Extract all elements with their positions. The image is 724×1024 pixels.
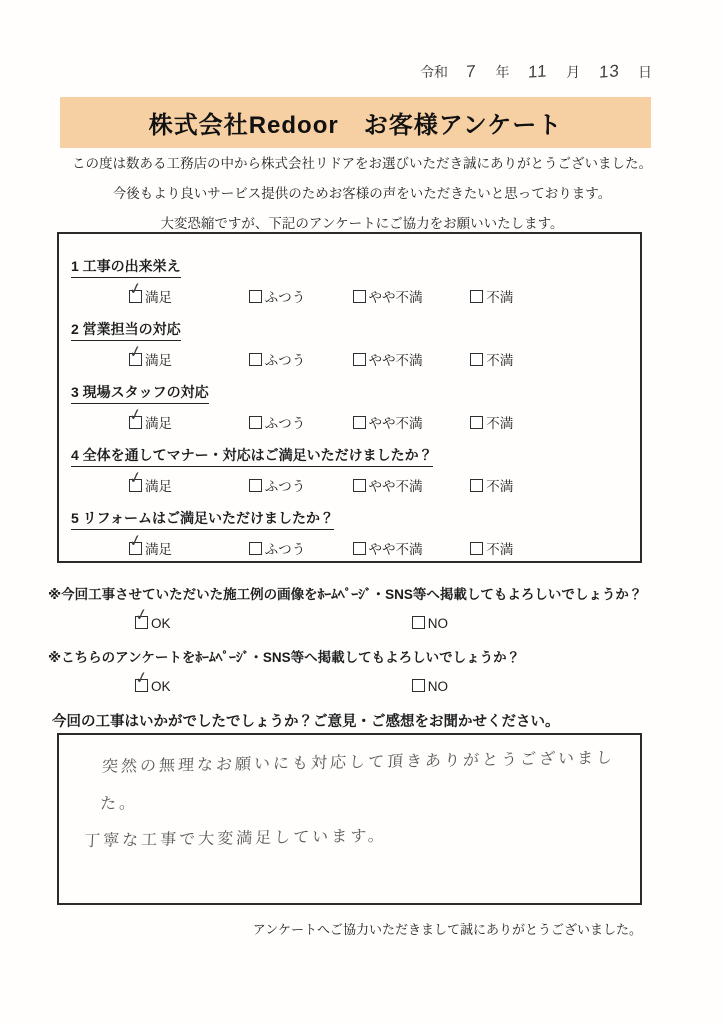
option-satisfied [127,342,245,369]
option-ok [133,605,408,632]
dissatisfied-checkbox[interactable] [470,479,483,492]
option-somewhat-dissatisfied [353,416,467,432]
question-label: 4 全体を通してマナー・対応はご満足いただけましたか？ [71,447,433,467]
option-label: ふつう [264,416,306,431]
era-label: 令和 [420,64,448,80]
permission-section [48,586,668,712]
option-label: やや不満 [368,290,423,305]
day-value-handwritten: 13 [598,61,620,82]
question-block-4 [71,447,640,495]
satisfied-checkbox[interactable] [127,342,144,366]
check-icon: ✓ [127,468,144,489]
normal-checkbox[interactable] [249,353,262,366]
ok-checkbox[interactable] [133,605,150,629]
comment-box[interactable] [57,733,642,905]
option-normal [249,542,349,558]
option-label: 満足 [145,416,172,431]
handwritten-comment [83,739,640,860]
year-value-handwritten: 7 [466,61,478,82]
option-label: やや不満 [368,416,423,431]
options-row [127,468,640,495]
option-dissatisfied [470,479,513,495]
option-ok [133,668,408,695]
option-satisfied [127,279,245,306]
handwritten-comment-line-1: 突然の無理なお願いにも対応して頂きありがとうございました。 [99,749,616,813]
normal-checkbox[interactable] [249,479,262,492]
somewhat-dissatisfied-checkbox[interactable] [353,353,366,366]
option-no [412,616,448,631]
page-title: 株式会社Redoor お客様アンケート [148,112,563,139]
option-label: 満足 [145,290,172,305]
option-normal [249,353,349,369]
normal-checkbox[interactable] [249,416,262,429]
question-label: 2 営業担当の対応 [71,321,181,341]
option-label: 不満 [486,353,514,368]
dissatisfied-checkbox[interactable] [470,542,483,555]
permission-question-survey: ※こちらのアンケートをﾎｰﾑﾍﾟｰｼﾞ・SNS等へ掲載してもよろしいでしょうか？ [48,650,521,665]
option-dissatisfied [470,353,513,369]
option-label: 満足 [145,479,172,494]
option-normal [249,479,349,495]
option-label: 満足 [145,542,172,557]
question-label: 1 工事の出来栄え [71,258,181,278]
option-dissatisfied [470,290,513,306]
option-label: ふつう [264,479,306,494]
check-icon: ✓ [127,279,144,300]
title-banner [60,97,651,148]
somewhat-dissatisfied-checkbox[interactable] [353,290,366,303]
option-normal [249,416,349,432]
options-row [127,279,640,306]
option-normal [249,290,349,306]
ok-label: OK [151,616,171,631]
option-label: ふつう [264,290,306,305]
date-line [420,62,652,82]
check-icon: ✓ [127,531,144,552]
option-satisfied [127,468,245,495]
option-dissatisfied [470,542,513,558]
year-unit-label: 年 [495,64,510,80]
normal-checkbox[interactable] [249,542,262,555]
question-block-3 [71,384,640,432]
somewhat-dissatisfied-checkbox[interactable] [353,416,366,429]
question-label: 3 現場スタッフの対応 [71,384,209,404]
satisfied-checkbox[interactable] [127,279,144,303]
option-label: やや不満 [368,479,423,494]
month-unit-label: 月 [566,64,581,80]
option-somewhat-dissatisfied [353,542,467,558]
check-icon: ✓ [133,605,150,626]
option-label: 不満 [486,416,514,431]
month-value-handwritten: 11 [527,61,548,82]
question-block-2 [71,321,640,369]
somewhat-dissatisfied-checkbox[interactable] [353,542,366,555]
option-somewhat-dissatisfied [353,290,467,306]
option-label: 不満 [486,479,514,494]
comment-prompt: 今回の工事はいかがでしたでしょうか？ご意見・ご感想をお聞かせください。 [52,714,560,730]
intro-line-2: 今後もより良いサービス提供のためお客様の声をいただきたいと思っております。 [112,186,612,201]
ok-label: OK [151,679,171,694]
normal-checkbox[interactable] [249,290,262,303]
no-label: NO [427,679,449,694]
somewhat-dissatisfied-checkbox[interactable] [353,479,366,492]
satisfied-checkbox[interactable] [127,531,144,555]
check-icon: ✓ [127,342,144,363]
question-block-5 [71,510,640,558]
permission-question-photos: ※今回工事させていただいた施工例の画像をﾎｰﾑﾍﾟｰｼﾞ・SNS等へ掲載してもよろしいでしょうか？ [48,587,643,602]
survey-box [57,232,642,563]
option-satisfied [127,405,245,432]
option-label: ふつう [264,353,306,368]
options-row [127,342,640,369]
options-row [127,405,640,432]
check-icon: ✓ [127,405,144,426]
no-label: NO [427,616,449,631]
option-somewhat-dissatisfied [353,353,467,369]
permission-options-row [133,605,668,632]
ok-checkbox[interactable] [133,668,150,692]
day-unit-label: 日 [637,64,652,80]
option-dissatisfied [470,416,513,432]
satisfied-checkbox[interactable] [127,405,144,429]
intro-line-3: 大変恐縮ですが、下記のアンケートにご協力をお願いいたします。 [160,216,564,231]
question-label: 5 リフォームはご満足いただけましたか？ [71,510,334,530]
no-checkbox[interactable] [412,616,425,629]
question-block-1 [71,258,640,306]
check-icon: ✓ [133,668,150,689]
no-checkbox[interactable] [412,679,425,692]
intro-line-1: この度は数ある工務店の中から株式会社リドアをお選びいただき誠にありがとうございました。 [71,156,653,171]
dissatisfied-checkbox[interactable] [470,290,483,303]
option-label: やや不満 [368,353,423,368]
options-row [127,531,640,558]
option-label: やや不満 [368,542,423,557]
option-no [412,679,448,694]
dissatisfied-checkbox[interactable] [470,416,483,429]
satisfied-checkbox[interactable] [127,468,144,492]
permission-options-row [133,668,668,695]
handwritten-comment-line-2: 丁寧な工事で大変満足しています。 [83,827,388,851]
option-label: 不満 [486,542,514,557]
option-satisfied [127,531,245,558]
option-label: 満足 [145,353,172,368]
option-label: ふつう [264,542,306,557]
option-label: 不満 [486,290,514,305]
footer-thanks: アンケートへご協力いただきまして誠にありがとうございました。 [252,922,642,937]
dissatisfied-checkbox[interactable] [470,353,483,366]
option-somewhat-dissatisfied [353,479,467,495]
